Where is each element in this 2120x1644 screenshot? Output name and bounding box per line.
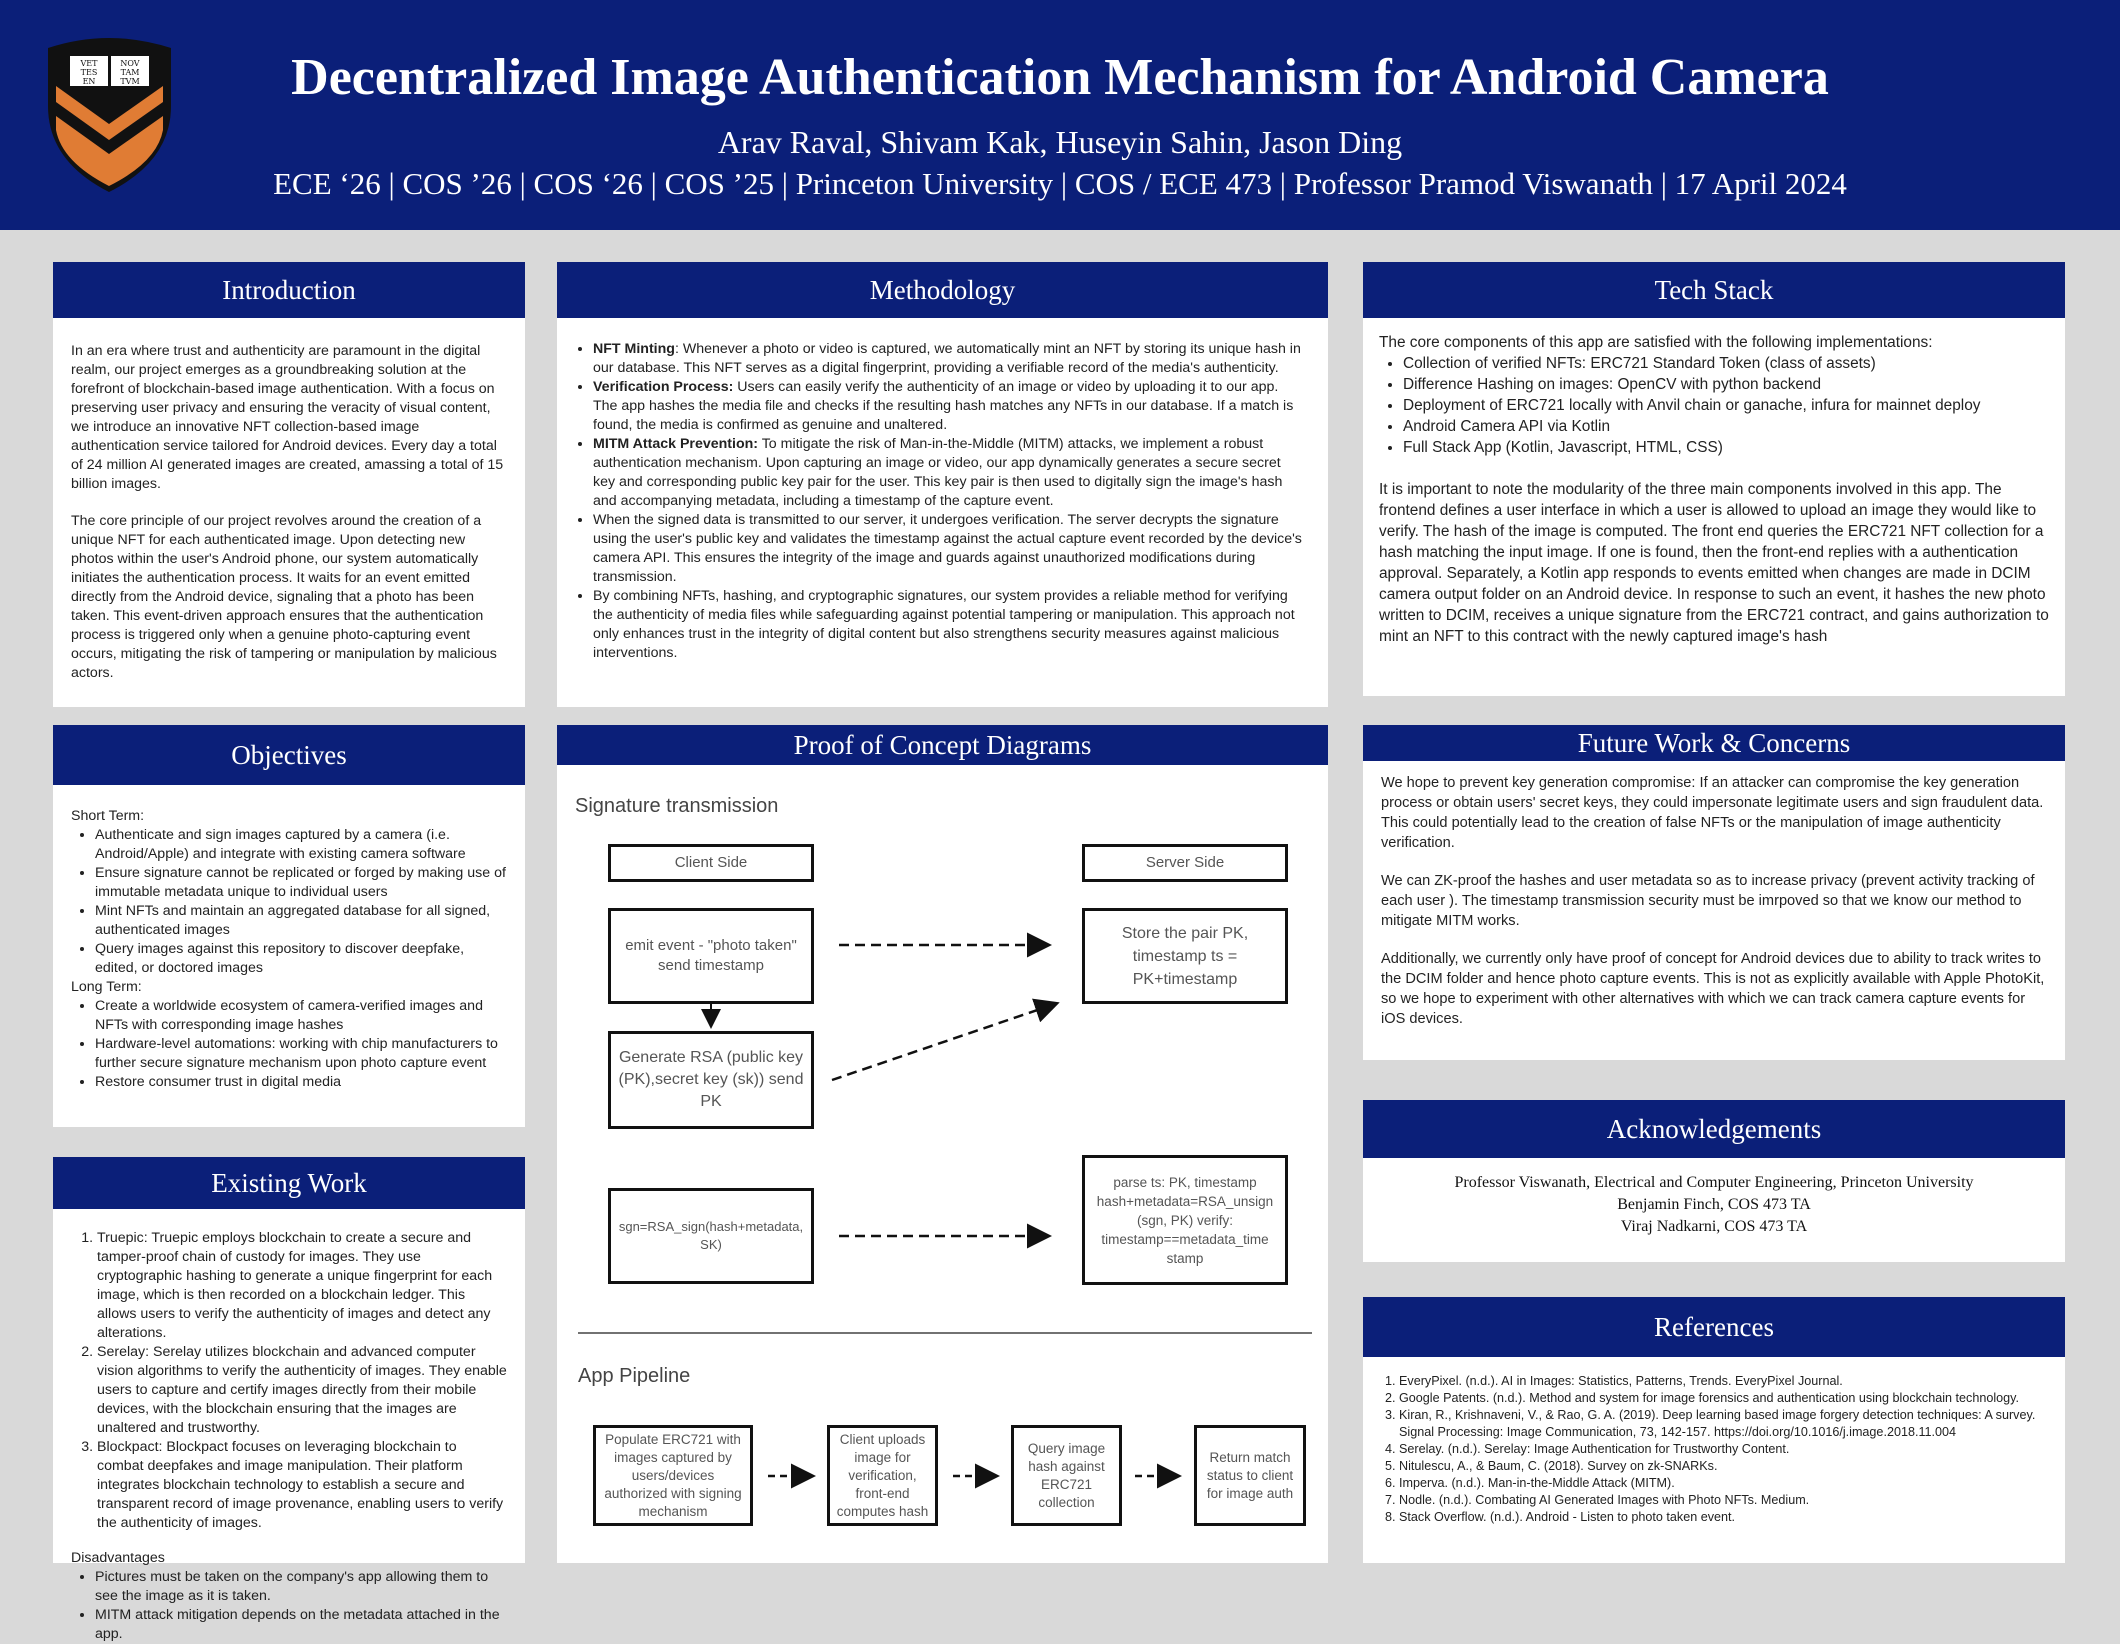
shield-text-2: TES [80,68,98,77]
existing-work-list [71,1229,507,1533]
list-item: • Ensure signature cannot be replicated or forged by making use of immutable metadata unique to individual users [95,864,507,902]
shield-text-4: NOV [120,59,140,68]
pipeline-step-3: Query image hash against ERC721 collection [1011,1425,1122,1526]
acknowledgement-line: Viraj Nadkarni, COS 473 TA [1620,1218,1808,1235]
list-item: • Deployment of ERC721 locally with Anvil chain or ganache, infura for mainnet deploy [1403,395,2049,416]
introduction-paragraph-1: In an era where trust and authenticity are paramount in the digital realm, our project emerges as a groundbreaking solution at the forefront of blockchain-based image authentication. With a focus on preserving user privacy and ensuring the veracity of visual content, we introduce an innovative NFT collection-based image authentication service tailored for Android devices. Every day a total of 24 million AI generated images are created, amassing a total of 15 billion images. [71,343,504,492]
acknowledgement-line: Benjamin Finch, COS 473 TA [1617,1196,1811,1213]
list-item-text: To mitigate the risk of Man-in-the-Middle (MITM) attacks, we implement a robust authentication mechanism. Upon capturing an image or video, our app dynamically generates a secure secret key and corresponding public key pair for the user. This key pair is then used to digitally sign the image's hash and accompanying metadata, including a timestamp of the capture event. [593,436,1283,509]
future-work-panel [1363,725,2065,1060]
list-item: 4. Serelay. (n.d.). Serelay: Image Authentication for Trustworthy Content. [1399,1441,2051,1458]
sgn-box: sgn=RSA_sign(hash+metadata, SK) [608,1188,814,1284]
introduction-heading: Introduction [53,262,525,318]
methodology-list [579,340,1306,663]
tech-stack-intro: The core components of this app are satisfied with the following implementations: [1379,334,1933,351]
tech-stack-panel [1363,262,2065,696]
generate-rsa-box: Generate RSA (public key (PK),secret key (sk)) send PK [608,1031,814,1129]
references-list [1377,1373,2051,1526]
existing-work-heading: Existing Work [53,1157,525,1209]
objectives-heading: Objectives [53,725,525,785]
pipeline-step-2: Client uploads image for verification, front-end computes hash [827,1425,938,1526]
list-item: • Hardware-level automations: working with chip manufacturers to further secure signature mechanism upon photo capture event [95,1035,507,1073]
list-item: 6. Imperva. (n.d.). Man-in-the-Middle Attack (MITM). [1399,1475,2051,1492]
list-item: • Create a worldwide ecosystem of camera-verified images and NFTs with corresponding image hashes [95,997,507,1035]
list-item: • When the signed data is transmitted to our server, it undergoes verification. The server decrypts the signature using the user's public key and validates the timestamp against the actual capture event recorded by the device's camera API. This ensures the integrity of the image and guards against unauthorized modifications during transmission. [593,511,1306,587]
list-item [593,378,1306,435]
methodology-panel [557,262,1328,707]
future-work-paragraph-2: We can ZK-proof the hashes and user metadata so as to increase privacy (prevent activity tracking of each user ). The timestamp transmission security must be imrpoved so that we know our method to mitigate MITM works. [1381,873,2035,929]
future-work-heading: Future Work & Concerns [1363,725,2065,761]
list-item-text: : Whenever a photo or video is captured, we automatically mint an NFT by storing its unique hash in our database. This NFT serves as a digital fingerprint, providing a verifiable record of the media's authenticity. [593,341,1301,376]
parse-box: parse ts: PK, timestamp hash+metadata=RSA_unsign (sgn, PK) verify: timestamp==metadata_time stamp [1082,1155,1288,1285]
list-item: • Restore consumer trust in digital media [95,1073,507,1092]
shield-text-3: EN [82,77,96,86]
proof-of-concept-heading: Proof of Concept Diagrams [557,725,1328,765]
references-panel [1363,1297,2065,1563]
tech-stack-paragraph: It is important to note the modularity of the three main components involved in this app. The frontend defines a user interface in which a user is allowed to upload an image they would like to verify. The hash of the image is computed. The front end queries the ERC721 NFT collection for a hash matching the input image. If one is found, then the front-end replies with a authentication approval. Separately, a Kotlin app responds to events emitted when changes are made in DCIM camera output folder on an Android device. In response to such an event, it hashes the new photo written to DCIM, receives a unique signature from the ERC721 contract, and gains authorization to mint an NFT to this contract with the newly captured image's hash [1379,481,2049,645]
app-pipeline-label: App Pipeline [578,1365,691,1387]
references-heading: References [1363,1297,2065,1357]
list-item: • By combining NFTs, hashing, and cryptographic signatures, our system provides a reliable method for verifying the authenticity of media files while safeguarding against potential tampering or manipulation. This approach not only enhances trust in the integrity of digital content but also strengthens security measures against malicious interventions. [593,587,1306,663]
list-item: 5. Nitulescu, A., & Baum, C. (2018). Survey on zk-SNARKs. [1399,1458,2051,1475]
list-item: 2. Serelay: Serelay utilizes blockchain and advanced computer vision algorithms to verify the authenticity of images. They enable users to capture and certify images directly from their mobile devices, with the blockchain ensuring that the images are unaltered and trustworthy. [97,1343,507,1438]
client-side-box: Client Side [608,844,814,882]
emit-event-box: emit event - "photo taken" send timestamp [608,908,814,1004]
list-item: 2. Google Patents. (n.d.). Method and system for image forensics and authentication using blockchain technology. [1399,1390,2051,1407]
list-item: 1. EveryPixel. (n.d.). AI in Images: Statistics, Patterns, Trends. EveryPixel Journal. [1399,1373,2051,1390]
poster-header [0,0,2120,230]
introduction-paragraph-2: The core principle of our project revolves around the creation of a unique NFT for each authenticated image. Upon detecting new photos within the user's Android phone, our system automatically initiates the authentication process. It waits for an event emitted directly from the Android device, signaling that a photo has been taken. This event-driven approach ensures that the authentication process is triggered only when a genuine photo-capturing event occurs, mitigating the risk of tampering or manipulation by malicious actors. [71,513,497,681]
shield-text-5: TAM [120,68,140,77]
list-item: 7. Nodle. (n.d.). Combating AI Generated Images with Photo NFTs. Medium. [1399,1492,2051,1509]
objectives-short-label: Short Term: [71,808,145,824]
store-pair-box: Store the pair PK, timestamp ts = PK+timestamp [1082,908,1288,1004]
acknowledgement-line: Professor Viswanath, Electrical and Computer Engineering, Princeton University [1454,1174,1974,1191]
list-item: • Authenticate and sign images captured by a camera (i.e. Android/Apple) and integrate with existing camera software [95,826,507,864]
list-item [593,340,1306,378]
disadvantages-list [71,1568,507,1644]
list-item-bold: MITM Attack Prevention: [593,436,759,452]
list-item: • Pictures must be taken on the company's app allowing them to see the image as it is taken. [95,1568,507,1606]
tech-stack-list [1379,353,2049,458]
list-item: 3. Blockpact: Blockpact focuses on leveraging blockchain to combat deepfakes and image manipulation. Their platform integrates blockchain technology to establish a secure and transparent record of image provenance, enabling users to verify the authenticity of images. [97,1438,507,1533]
objectives-short-list [71,826,507,978]
future-work-paragraph-3: Additionally, we currently only have proof of concept for Android devices due to ability to track writes to the DCIM folder and hence photo capture events. This is not as explicitly available with Apple PhotoKit, so we hope to experiment with other alternatives with which we can track camera capture events for iOS devices. [1381,951,2045,1027]
list-item: • Android Camera API via Kotlin [1403,416,2049,437]
objectives-long-label: Long Term: [71,979,142,995]
disadvantages-label: Disadvantages [71,1550,165,1566]
acknowledgements-panel [1363,1100,2065,1262]
list-item: • Collection of verified NFTs: ERC721 Standard Token (class of assets) [1403,353,2049,374]
methodology-heading: Methodology [557,262,1328,318]
shield-text-1: VET [80,59,98,68]
list-item: • Full Stack App (Kotlin, Javascript, HTML, CSS) [1403,437,2049,458]
list-item: • Query images against this repository to discover deepfake, edited, or doctored images [95,940,507,978]
poster-title: Decentralized Image Authentication Mechanism for Android Camera [291,49,1829,106]
signature-transmission-label: Signature transmission [575,795,779,817]
list-item: 3. Kiran, R., Krishnaveni, V., & Rao, G. A. (2019). Deep learning based image forgery detection techniques: A survey. Signal Processing: Image Communication, 73, 142-157. https://doi.org/10.1016/j.image.2018.11.004 [1399,1407,2051,1441]
introduction-panel [53,262,525,707]
proof-of-concept-panel [557,725,1328,1563]
list-item: 8. Stack Overflow. (n.d.). Android - Listen to photo taken event. [1399,1509,2051,1526]
objectives-panel [53,725,525,1127]
future-work-paragraph-1: We hope to prevent key generation compromise: If an attacker can compromise the key generation process or obtain users' secret keys, they could impersonate legitimate users and sign fraudulent data. This could potentially lead to the creation of false NFTs or the manipulation of image authenticity verification. [1381,775,2044,851]
list-item [593,435,1306,511]
objectives-long-list [71,997,507,1092]
list-item: • Mint NFTs and maintain an aggregated database for all signed, authenticated images [95,902,507,940]
poster-affiliation: ECE ‘26 | COS ’26 | COS ‘26 | COS ’25 | Princeton University | COS / ECE 473 | Professor Pramod Viswanath | 17 April 2024 [273,166,1847,201]
server-side-box: Server Side [1082,844,1288,882]
list-item-bold: NFT Minting [593,341,675,357]
existing-work-panel [53,1157,525,1642]
list-item: • MITM attack mitigation depends on the metadata attached in the app. [95,1606,507,1644]
shield-text-6: TVM [120,77,140,86]
acknowledgements-heading: Acknowledgements [1363,1100,2065,1158]
tech-stack-heading: Tech Stack [1363,262,2065,318]
list-item: • Difference Hashing on images: OpenCV with python backend [1403,374,2049,395]
list-item-bold: Verification Process: [593,379,734,395]
list-item: 1. Truepic: Truepic employs blockchain to create a secure and tamper-proof chain of custody for images. They use cryptographic hashing to generate a unique fingerprint for each image, which is then recorded on a blockchain ledger. This allows users to verify the authenticity of images and detect any alterations. [97,1229,507,1343]
pipeline-step-4: Return match status to client for image auth [1194,1425,1306,1526]
poster-authors: Arav Raval, Shivam Kak, Huseyin Sahin, Jason Ding [717,124,1403,160]
list-item-text: Users can easily verify the authenticity of an image or video by uploading it to our app. The app hashes the media file and checks if the resulting hash matches any NFTs in our database. If a match is found, the media is confirmed as genuine and unaltered. [593,379,1294,433]
pipeline-step-1: Populate ERC721 with images captured by users/devices authorized with signing mechanism [593,1425,753,1526]
